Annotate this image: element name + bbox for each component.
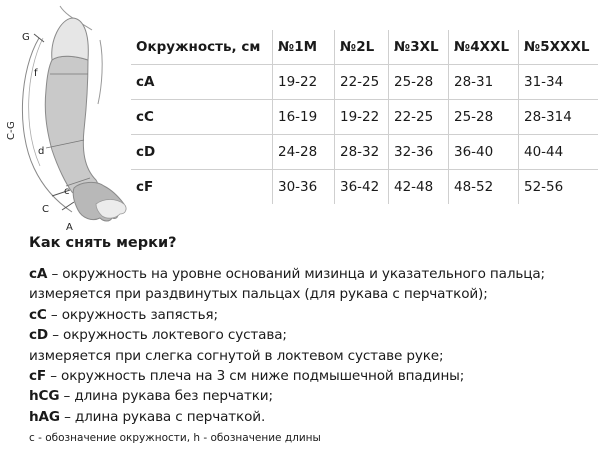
table-cell: 22-25 [389,100,449,135]
instructions-list [29,264,545,427]
measure-text: – окружность плеча на 3 см ниже подмышечной впадины; [46,368,465,385]
instruction-line [29,366,545,386]
table-cell: 36-40 [449,135,519,170]
table-cell: 31-34 [519,65,599,100]
table-header: Окружность, см [131,30,273,65]
measure-code: hAG [29,408,60,425]
table-row [131,100,598,135]
table-cell: 19-22 [273,65,335,100]
arm-diagram [0,0,130,232]
measure-text: – окружность на уровне оснований мизинца и указательного пальца; [47,266,545,282]
table-cell: 36-42 [335,170,389,205]
measure-code: cA [29,266,48,282]
table-header-row [131,30,598,65]
label-c: c [64,186,70,197]
measure-text: измеряется при раздвинутых пальцах (для рукава с перчаткой); [29,286,488,303]
instruction-line [29,305,545,325]
table-header: №4XXL [449,30,519,65]
shoulder-shape [52,18,89,60]
label-f: f [34,68,38,79]
table-cell: 48-52 [449,170,519,205]
table-cell: 32-36 [389,135,449,170]
measure-code: hCG [29,388,60,405]
table-cell: 25-28 [449,100,519,135]
instruction-line [29,264,545,284]
instruction-line [29,284,545,304]
table-row [131,65,598,100]
table-cell: 30-36 [273,170,335,205]
label-C: C [42,204,49,215]
footnote: c - обозначение окружности, h - обозначение длины [29,432,321,444]
g-tick [34,34,44,42]
sleeve-shape [45,56,98,198]
label-cg: C-G [6,121,17,140]
instruction-line [29,325,545,345]
table-cell: 16-19 [273,100,335,135]
measure-code: cD [29,327,49,344]
instruction-line [29,346,545,366]
measure-code: cC [29,306,47,323]
label-A: A [66,222,73,232]
instruction-line [29,407,545,427]
row-label: cF [131,170,273,205]
measure-text: – длина рукава без перчатки; [59,388,273,405]
row-label: cA [131,65,273,100]
size-table [131,30,598,204]
row-label: cC [131,100,273,135]
table-header: №3XL [389,30,449,65]
label-d: d [38,146,45,157]
row-label: cD [131,135,273,170]
table-header: №1M [273,30,335,65]
table-cell: 42-48 [389,170,449,205]
measure-code: cF [29,368,47,385]
measure-text: – длина рукава с перчаткой. [59,408,266,425]
instruction-line [29,386,545,406]
instructions-title: Как снять мерки? [29,235,177,251]
measure-text: – окружность запястья; [46,306,218,323]
table-header: №5XXXL [519,30,599,65]
table-cell: 28-31 [449,65,519,100]
table-cell: 24-28 [273,135,335,170]
table-cell: 28-32 [335,135,389,170]
measure-text: измеряется при слегка согнутой в локтевом суставе руке; [29,347,444,364]
table-cell: 28-314 [519,100,599,135]
table-cell: 19-22 [335,100,389,135]
table-header: №2L [335,30,389,65]
table-row [131,135,598,170]
table-cell: 52-56 [519,170,599,205]
table-cell: 40-44 [519,135,599,170]
table-cell: 25-28 [389,65,449,100]
table-cell: 22-25 [335,65,389,100]
table-row [131,170,598,205]
label-g: G [22,32,30,43]
measure-text: – окружность локтевого сустава; [48,327,287,344]
